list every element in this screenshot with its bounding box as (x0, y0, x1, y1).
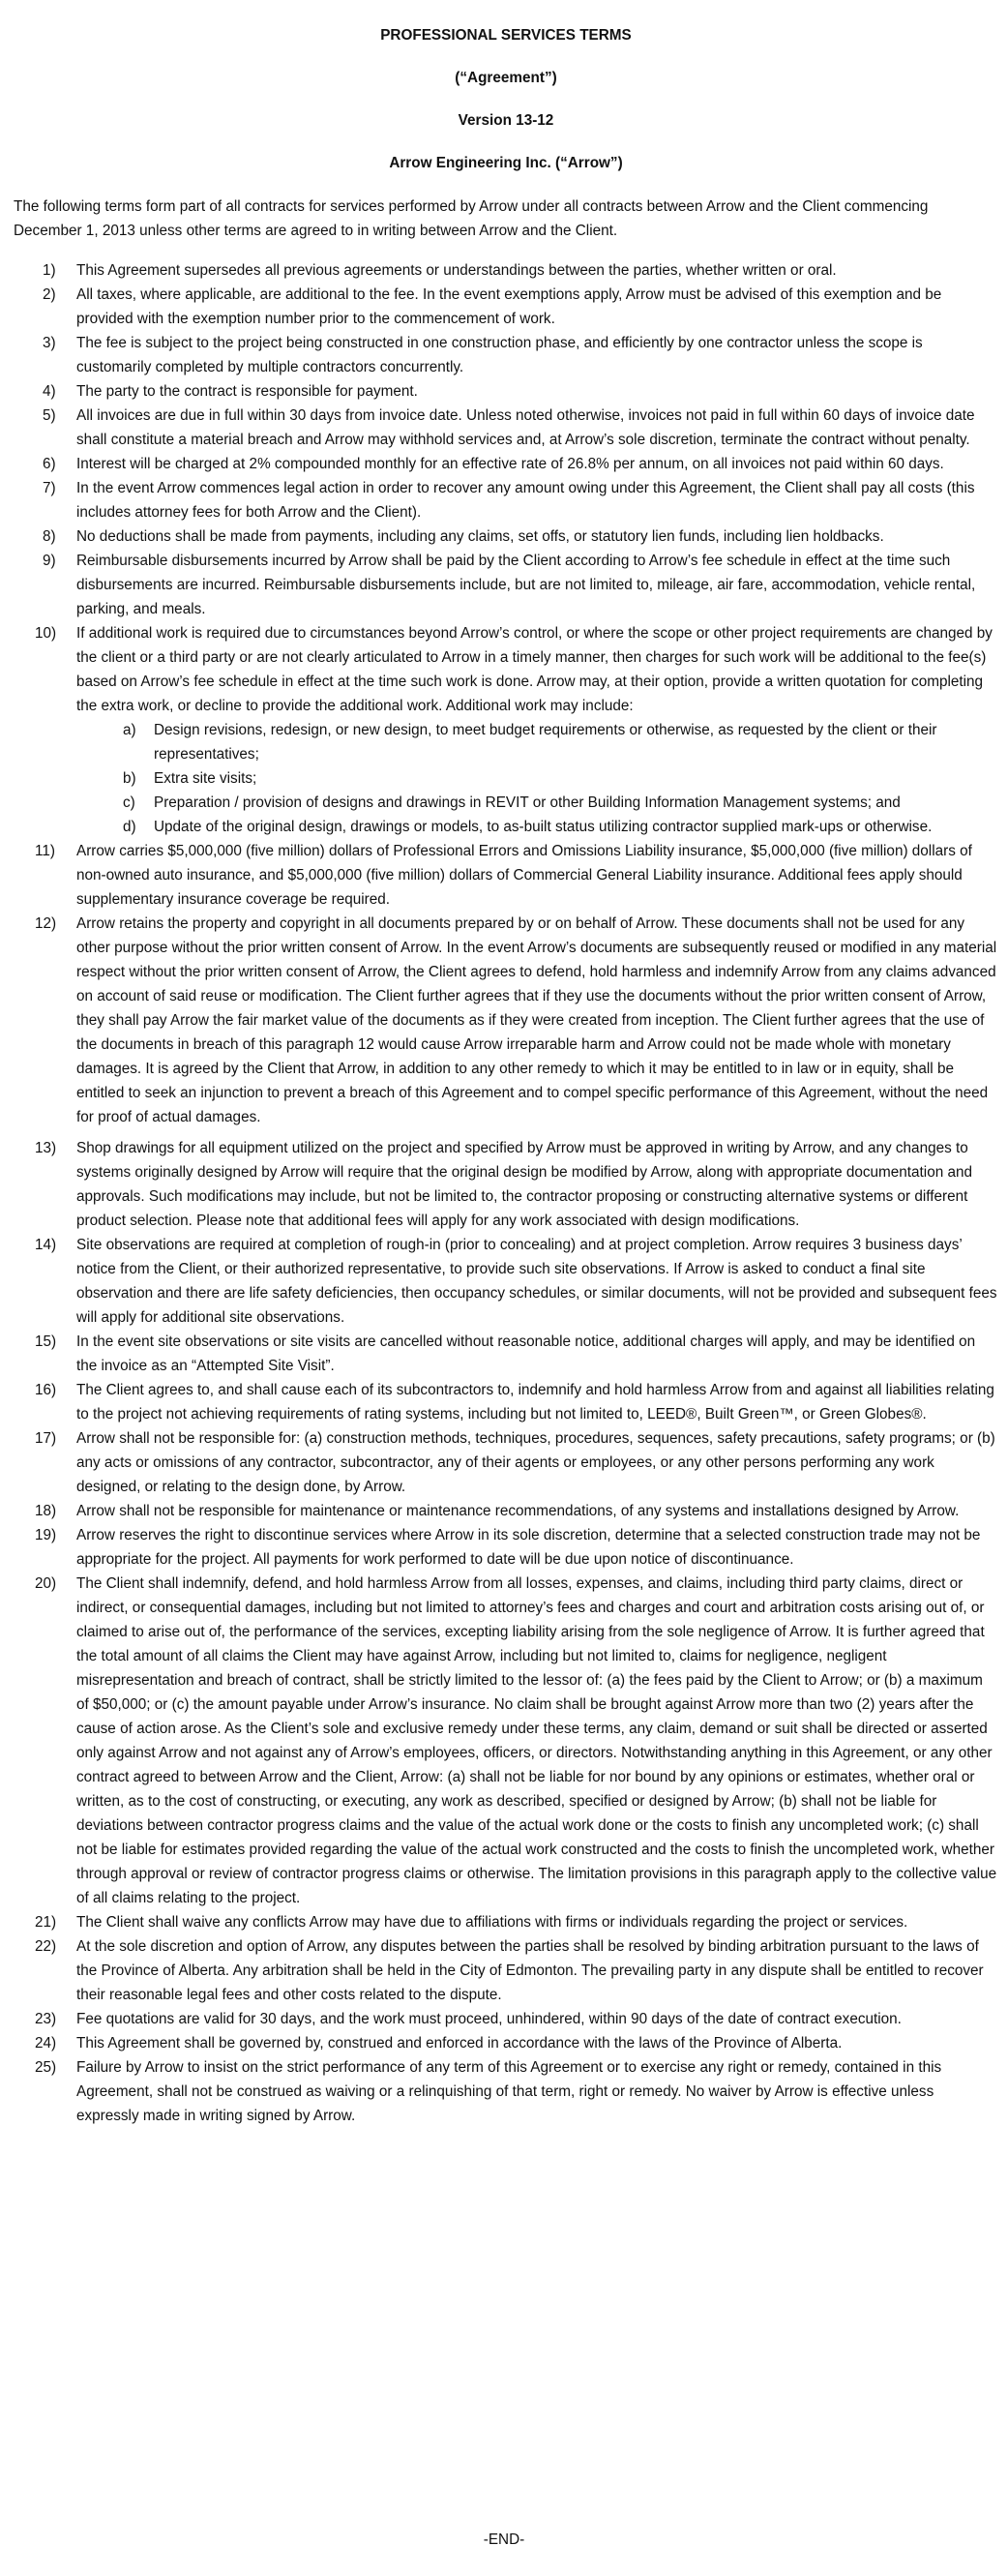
clause-item (14, 1910, 998, 1934)
clause-number: 18) (35, 1503, 57, 1519)
clause-number: 17) (35, 1430, 57, 1447)
clause-text: All taxes, where applicable, are additional to the fee. In the event exemptions apply, Arrow must be advised of this exemption and be provided with the exemption number prior to the commencement of work. (76, 286, 942, 327)
clause-item (14, 404, 998, 452)
clause-text: No deductions shall be made from payments, including any claims, set offs, or statutory lien funds, including lien holdbacks. (76, 528, 884, 545)
clause-number: 6) (43, 456, 56, 472)
clause-text: Arrow shall not be responsible for maintenance or maintenance recommendations, of any systems and installations designed by Arrow. (76, 1503, 960, 1519)
clause-item (14, 549, 998, 621)
clause-text: Reimbursable disbursements incurred by Arrow shall be paid by the Client according to Arrow’s fee schedule in effect at the time such disbursements are incurred. Reimbursable disbursements include, but are not limited to, mileage, air fare, accommodation, vehicle rental, parking, and meals. (76, 553, 976, 617)
sub-item-letter: d) (123, 819, 136, 835)
sub-item-letter: b) (123, 770, 136, 787)
clause-text: Fee quotations are valid for 30 days, and the work must proceed, unhindered, within 90 days of the date of contract execution. (76, 2011, 902, 2027)
clause-text: In the event Arrow commences legal action in order to recover any amount owing under this Agreement, the Client shall pay all costs (this includes attorney fees for both Arrow and the Client). (76, 480, 975, 521)
clause-item (14, 1330, 998, 1378)
clause-text: The party to the contract is responsible for payment. (76, 383, 418, 400)
clause-number: 10) (35, 625, 57, 642)
sub-item-letter: c) (123, 794, 135, 811)
company-name: Arrow Engineering Inc. (“Arrow”) (389, 155, 623, 171)
sub-item (76, 815, 998, 839)
clause-text: The Client agrees to, and shall cause each of its subcontractors to, indemnify and hold harmless Arrow from and against all liabilities relating to the project not achieving requirements of rating systems, including but not limited to, LEED®, Built Green™, or Green Globes®. (76, 1382, 994, 1423)
clause-text: This Agreement shall be governed by, construed and enforced in accordance with the laws of the Province of Alberta. (76, 2035, 843, 2052)
sub-item-text: Preparation / provision of designs and drawings in REVIT or other Building Information Management systems; and (154, 794, 901, 811)
clause-item (14, 912, 998, 1129)
clause-item (14, 1523, 998, 1572)
clause-number: 12) (35, 915, 57, 932)
sub-item-text: Extra site visits; (154, 770, 257, 787)
clause-item (14, 1136, 998, 1233)
clause-item (14, 2055, 998, 2128)
clause-number: 20) (35, 1575, 57, 1592)
clause-item (14, 621, 998, 839)
clause-number: 1) (43, 262, 56, 279)
clause-item (14, 1934, 998, 2007)
clause-text: At the sole discretion and option of Arrow, any disputes between the parties shall be resolved by binding arbitration pursuant to the laws of the Province of Alberta. Any arbitration shall be held in the City of Edmonton. The prevailing party in any dispute shall be entitled to recover their reasonable legal fees and other costs related to the dispute. (76, 1938, 984, 2003)
clause-text: Failure by Arrow to insist on the strict performance of any term of this Agreement or to exercise any right or remedy, contained in this Agreement, shall not be construed as waiving or a relinquishing of that term, right or remedy. No waiver by Arrow is effective unless expressly made in writing signed by Arrow. (76, 2059, 942, 2124)
clause-10-sublist (76, 718, 998, 839)
clause-text: Arrow retains the property and copyright in all documents prepared by or on behalf of Arrow. These documents shall not be used for any other purpose without the prior written consent of Arrow. In the event Arrow’s documents are subsequently reused or modified in any material respect without the prior written consent of Arrow, the Client agrees to defend, hold harmless and indemnify Arrow from any claims advanced on account of said reuse or modification. The Client further agrees that if they use the documents without the prior written consent of Arrow, they shall pay Arrow the fair market value of the documents as if they were created from inception. The Client further agrees that the use of the documents in breach of this paragraph 12 would cause Arrow irreparable harm and Arrow could not be made whole with monetary damages. It is agreed by the Client that Arrow, in addition to any other remedy to which it may be entitled to in law or in equity, shall be entitled to seek an injunction to prevent a breach of this Agreement and to compel specific performance of this Agreement, without the need for proof of actual damages. (76, 915, 997, 1125)
clause-text: The fee is subject to the project being constructed in one construction phase, and efficiently by one contractor unless the scope is customarily completed by multiple contractors concurrently. (76, 335, 923, 375)
clause-text: Arrow shall not be responsible for: (a) construction methods, techniques, procedures, sequences, safety precautions, safety programs; or (b) any acts or omissions of any contractor, subcontractor, any of their agents or employees, or any other persons performing any work designed, or relating to the design done, by Arrow. (76, 1430, 995, 1495)
clause-item (14, 1426, 998, 1499)
clause-text: Arrow reserves the right to discontinue services where Arrow in its sole discretion, determine that a selected construction trade may not be appropriate for the project. All payments for work performed to date will be due upon notice of discontinuance. (76, 1527, 981, 1568)
clause-number: 14) (35, 1237, 57, 1253)
clause-item (14, 1233, 998, 1330)
clause-item (14, 1572, 998, 1910)
clause-text: All invoices are due in full within 30 days from invoice date. Unless noted otherwise, invoices not paid in full within 60 days of invoice date shall constitute a material breach and Arrow may withhold services and, at Arrow’s sole discretion, terminate the contract without penalty. (76, 407, 975, 448)
clause-number: 9) (43, 553, 56, 569)
clause-number: 2) (43, 286, 56, 303)
clause-text: Site observations are required at completion of rough-in (prior to concealing) and at project completion. Arrow requires 3 business days’ notice from the Client, or their authorized representative, to provide such site observations. If Arrow is asked to conduct a final site observation and there are life safety deficiencies, then occupancy schedules, or similar documents, will not be provided and subsequent fees will apply for additional site observations. (76, 1237, 997, 1326)
clause-number: 19) (35, 1527, 57, 1543)
clause-item (14, 1499, 998, 1523)
document-version: Version 13-12 (458, 112, 554, 129)
sub-item-text: Design revisions, redesign, or new design, to meet budget requirements or otherwise, as requested by the client or their representatives; (154, 722, 937, 763)
clause-number: 3) (43, 335, 56, 351)
clause-text: The Client shall waive any conflicts Arrow may have due to affiliations with firms or individuals regarding the project or services. (76, 1914, 908, 1931)
document-subtitle: (“Agreement”) (455, 70, 557, 86)
sub-item (76, 766, 998, 791)
clause-item (14, 379, 998, 404)
clause-text: Interest will be charged at 2% compounded monthly for an effective rate of 26.8% per annum, on all invoices not paid within 60 days. (76, 456, 944, 472)
sub-item-text: Update of the original design, drawings or models, to as-built status utilizing contractor supplied mark-ups or otherwise. (154, 819, 933, 835)
sub-item (76, 791, 998, 815)
end-marker: -END- (483, 2531, 525, 2549)
clause-list (14, 258, 998, 2128)
clause-text: In the event site observations or site visits are cancelled without reasonable notice, additional charges will apply, and may be identified on the invoice as an “Attempted Site Visit”. (76, 1333, 976, 1374)
intro-paragraph: The following terms form part of all contracts for services performed by Arrow under all contracts between Arrow and the Client commencing December 1, 2013 unless other terms are agreed to in writing between Arrow and the Client. (14, 198, 929, 239)
clause-number: 13) (35, 1140, 57, 1156)
clause-item (14, 2007, 998, 2031)
clause-number: 8) (43, 528, 56, 545)
clause-text: Arrow carries $5,000,000 (five million) dollars of Professional Errors and Omissions Liability insurance, $5,000,000 (five million) dollars of non-owned auto insurance, and $5,000,000 (five million) dollars of Commercial General Liability insurance. Additional fees apply should supplementary insurance coverage be required. (76, 843, 972, 908)
clause-text: The Client shall indemnify, defend, and hold harmless Arrow from all losses, expenses, and claims, including third party claims, direct or indirect, or consequential damages, including but not limited to attorney’s fees and charges and court and arbitration costs arising out of, or claimed to arise out of, the performance of the services, excepting liability arising from the sole negligence of Arrow. It is further agreed that the total amount of all claims the Client may have against Arrow, including but not limited to, claims for negligence, negligent misrepresentation and breach of contract, shall be strictly limited to the lessor of: (a) the fees paid by the Client to Arrow; or (b) a maximum of $50,000; or (c) the amount payable under Arrow’s insurance. No claim shall be brought against Arrow more than two (2) years after the cause of action arose. As the Client’s sole and exclusive remedy under these terms, any claim, demand or suit shall be directed or asserted only against Arrow and not against any of Arrow’s employees, officers, or directors. Notwithstanding anything in this Agreement, or any other contract agreed to between Arrow and the Client, Arrow: (a) shall not be liable for nor bound by any opinions or estimates, whether oral or written, as to the cost of constructing, or executing, any work as described, specified or designed by Arrow; (b) shall not be liable for deviations between contractor progress claims and the value of the actual work done or the costs to finish any uncompleted work; (c) shall not be liable for estimates provided regarding the value of the actual work constructed and the costs to finish the uncompleted work, whether through approval or review of contractor progress claims or otherwise. The limitation provisions in this paragraph apply to the collective value of all claims relating to the project. (76, 1575, 997, 1906)
clause-number: 24) (35, 2035, 57, 2052)
clause-number: 4) (43, 383, 56, 400)
clause-item (14, 1378, 998, 1426)
clause-text: This Agreement supersedes all previous agreements or understandings between the parties, whether written or oral. (76, 262, 837, 279)
clause-item (14, 476, 998, 524)
clause-number: 23) (35, 2011, 57, 2027)
clause-item (14, 2031, 998, 2055)
clause-number: 16) (35, 1382, 57, 1398)
clause-item (14, 452, 998, 476)
clause-number: 11) (35, 843, 55, 859)
clause-item (14, 283, 998, 331)
clause-item (14, 524, 998, 549)
sub-item (76, 718, 998, 766)
sub-item-letter: a) (123, 722, 136, 738)
clause-text: Shop drawings for all equipment utilized on the project and specified by Arrow must be approved in writing by Arrow, and any changes to systems originally designed by Arrow will require that the original design be modified by Arrow, along with appropriate documentation and approvals. Such modifications may include, but not be limited to, the contractor proposing or constructing alternative systems or different product selection. Please note that additional fees will apply for any work associated with design modifications. (76, 1140, 972, 1229)
clause-item (14, 839, 998, 912)
clause-text: If additional work is required due to circumstances beyond Arrow’s control, or where the scope or other project requirements are changed by the client or a third party or are not clearly articulated to Arrow in a timely manner, then charges for such work will be additional to the fee(s) based on Arrow’s fee schedule in effect at the time such work is done. Arrow may, at their option, provide a written quotation for completing the extra work, or decline to provide the additional work. Additional work may include: (76, 625, 993, 714)
clause-number: 15) (35, 1333, 57, 1350)
clause-number: 21) (35, 1914, 57, 1931)
clause-item (14, 331, 998, 379)
clause-number: 25) (35, 2059, 57, 2076)
clause-number: 5) (43, 407, 56, 424)
clause-item (14, 258, 998, 283)
document-title: PROFESSIONAL SERVICES TERMS (380, 27, 632, 44)
clause-number: 22) (35, 1938, 57, 1955)
clause-number: 7) (43, 480, 56, 496)
